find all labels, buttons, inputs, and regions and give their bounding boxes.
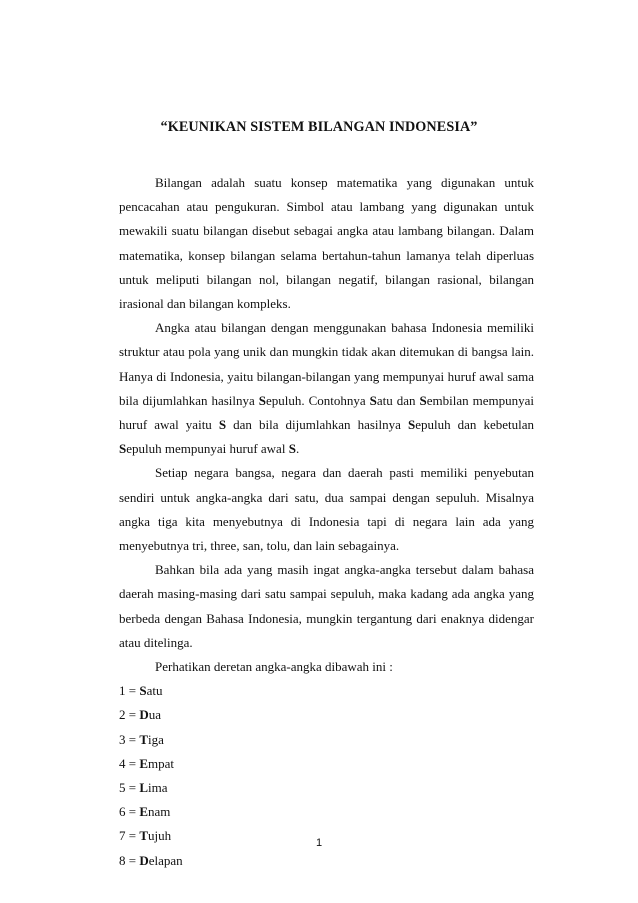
list-word-rest: mpat (148, 755, 175, 771)
list-word-rest: ima (148, 780, 168, 796)
list-item (119, 849, 534, 873)
list-item (119, 776, 534, 800)
paragraph-text: Bahkan bila ada yang masih ingat angka-angka tersebut dalam bahasa daerah masing-masing dari satu sampai sepuluh, maka kadang ada angka yang berbeda dengan Bahasa Indonesia, mungkin tergantung dari enaknya didengar atau ditelinga. (119, 562, 534, 650)
paragraph-text: Setiap negara bangsa, negara dan daerah pasti memiliki penyebutan sendiri untuk angka-angka dari satu, dua sampai dengan sepuluh. Misalnya angka tiga kita menyebutnya di Indonesia tapi di negara lain ada yang menyebutnya tri, three, san, tolu, dan lain sebagainya. (119, 465, 534, 554)
list-number: 2 = (119, 707, 140, 723)
list-item (119, 703, 534, 727)
paragraph-text: atu dan (376, 392, 420, 408)
list-word-rest: iga (148, 731, 164, 747)
list-word-rest: nam (148, 804, 171, 820)
paragraph-text: epuluh mempunyai huruf awal (126, 441, 289, 457)
paragraph-text: dan bila dijumlahkan hasilnya (226, 417, 408, 433)
list-number: 3 = (119, 731, 140, 747)
list-item (119, 728, 534, 752)
list-initial: D (139, 707, 149, 723)
list-word-rest: elapan (148, 852, 183, 868)
bold-initial: S (288, 441, 296, 457)
paragraph (119, 171, 534, 316)
paragraph-group (119, 171, 534, 679)
document-title: “KEUNIKAN SISTEM BILANGAN INDONESIA” (160, 119, 478, 135)
list-word-rest: ujuh (148, 828, 172, 844)
list-word-rest: ua (148, 707, 162, 723)
list-item (119, 752, 534, 776)
list-initial: S (139, 683, 147, 699)
list-number: 7 = (119, 828, 140, 844)
paragraph-text: epuluh dan kebetulan (415, 417, 535, 433)
paragraph-text: . (295, 441, 300, 457)
list-initial: D (139, 852, 149, 868)
paragraph-text: epuluh. Contohnya (266, 392, 370, 408)
bold-initial: S (407, 417, 416, 433)
document-body (119, 171, 534, 873)
list-initial: E (139, 804, 149, 820)
list-initial: T (139, 731, 149, 747)
paragraph-text: Perhatikan deretan angka-angka dibawah ini : (155, 659, 393, 675)
bold-initial: S (369, 392, 377, 408)
paragraph (119, 558, 534, 655)
bold-initial: S (218, 417, 227, 433)
paragraph (119, 316, 534, 461)
bold-initial: S (419, 392, 427, 408)
list-number: 6 = (119, 804, 140, 820)
paragraph-text: Bilangan adalah suatu konsep matematika yang digunakan untuk pencacahan atau pengukuran. Simbol atau lambang yang digunakan untuk mewakili suatu bilangan disebut sebagai angka atau lambang bilangan. Dalam matematika, konsep bilangan selama bertahun-tahun lamanya telah diperluas untuk meliputi bilangan nol, bilangan negatif, bilangan rasional, bilangan irasional dan bilangan kompleks. (119, 175, 534, 312)
list-initial: T (139, 828, 149, 844)
list-initial: L (139, 780, 149, 796)
page-number: 1 (315, 837, 323, 849)
list-item (119, 679, 534, 703)
list-item (119, 800, 534, 824)
paragraph (119, 655, 534, 679)
list-initial: E (139, 755, 149, 771)
list-number: 5 = (119, 780, 140, 796)
list-number: 8 = (119, 852, 140, 868)
bold-initial: S (119, 441, 127, 457)
list-number: 4 = (119, 755, 140, 771)
bold-initial: S (258, 392, 266, 408)
paragraph-text: Angka atau bilangan dengan menggunakan bahasa Indonesia memiliki struktur atau pola yang unik dan mungkin tidak akan ditemukan di bangsa lain. Hanya di Indonesia, yaitu bilangan-bilangan yang mempunyai huruf awal sama bila dijumlahkan hasilnya (119, 320, 534, 408)
list-word-rest: atu (146, 683, 163, 699)
paragraph-text: embilan mempunyai huruf awal yaitu (119, 392, 534, 433)
paragraph (119, 461, 534, 558)
list-number: 1 = (119, 683, 140, 699)
